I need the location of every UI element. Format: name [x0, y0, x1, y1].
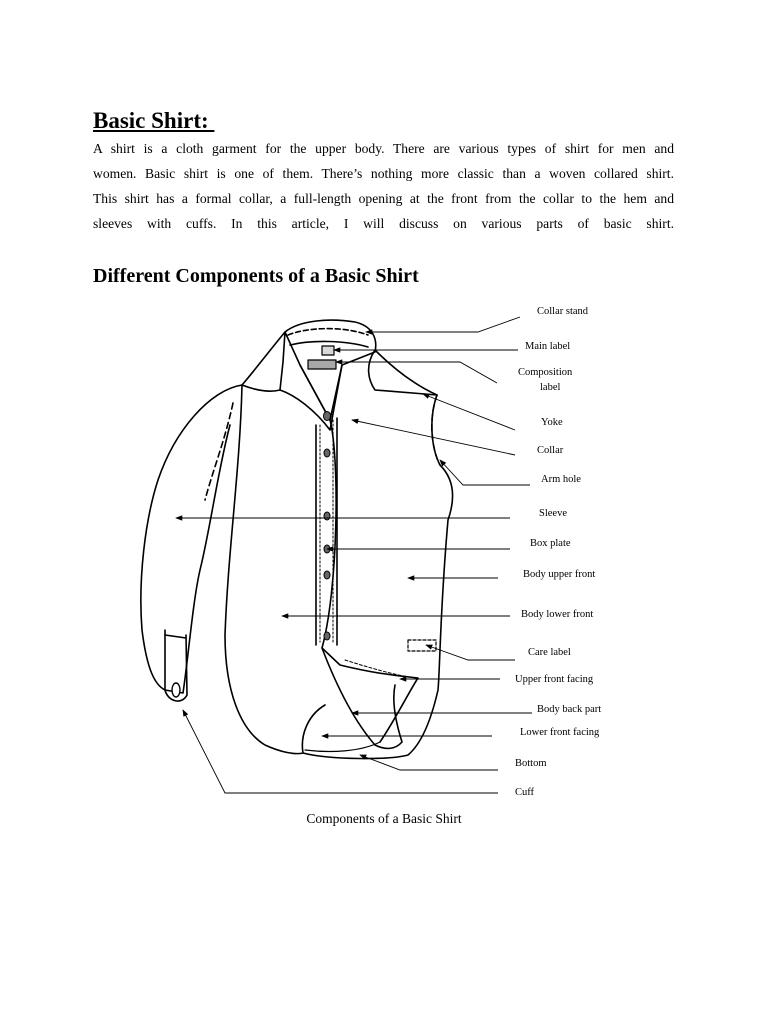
- yoke-shape: [369, 350, 437, 395]
- label-box-plate: Box plate: [530, 538, 571, 549]
- label-bottom: Bottom: [515, 758, 547, 769]
- label-sleeve: Sleeve: [539, 508, 567, 519]
- label-care-label: Care label: [528, 647, 571, 658]
- intro-line: This shirt has a formal collar, a full-length opening at the front from the collar to the hem and: [93, 191, 674, 206]
- label-main-label: Main label: [525, 341, 571, 352]
- front-facing-flap: [322, 648, 418, 742]
- label-lower-front-facing: Lower front facing: [520, 727, 600, 738]
- sleeve-seam: [205, 403, 233, 500]
- composition-label-patch: [308, 360, 336, 369]
- page-title: Basic Shirt:: [93, 108, 215, 133]
- label-cuff: Cuff: [515, 787, 535, 798]
- intro-line: women. Basic shirt is one of them. There’s nothing more classic than a woven collared shirt.: [93, 166, 674, 181]
- label-collar: Collar: [537, 445, 564, 456]
- section-title: Different Components of a Basic Shirt: [93, 265, 419, 287]
- label-composition: Composition: [518, 367, 573, 378]
- label-body-upper-front: Body upper front: [523, 569, 596, 580]
- label-yoke: Yoke: [541, 417, 563, 428]
- figure-caption: Components of a Basic Shirt: [306, 811, 462, 826]
- component-labels: [515, 306, 601, 798]
- care-label-patch: [408, 640, 436, 651]
- label-body-back-part: Body back part: [537, 704, 602, 715]
- intro-line: A shirt is a cloth garment for the upper body. There are various types of shirt for men and: [93, 141, 674, 156]
- intro-paragraph: [93, 136, 674, 236]
- shirt-components-diagram: [0, 290, 768, 810]
- shirt-illustration: [141, 320, 453, 758]
- label-composition-2: label: [540, 382, 561, 393]
- main-label-patch: [322, 346, 334, 355]
- label-collar-stand: Collar stand: [537, 306, 589, 317]
- label-body-lower-front: Body lower front: [521, 609, 594, 620]
- label-upper-front-facing: Upper front facing: [515, 674, 594, 685]
- label-arm-hole: Arm hole: [541, 474, 581, 485]
- left-sleeve-shape: [141, 385, 242, 693]
- armhole-seam: [432, 395, 440, 465]
- shirt-body-shape: [225, 332, 453, 759]
- intro-line: sleeves with cuffs. In this article, I will discuss on various parts of basic shirt.: [93, 216, 674, 231]
